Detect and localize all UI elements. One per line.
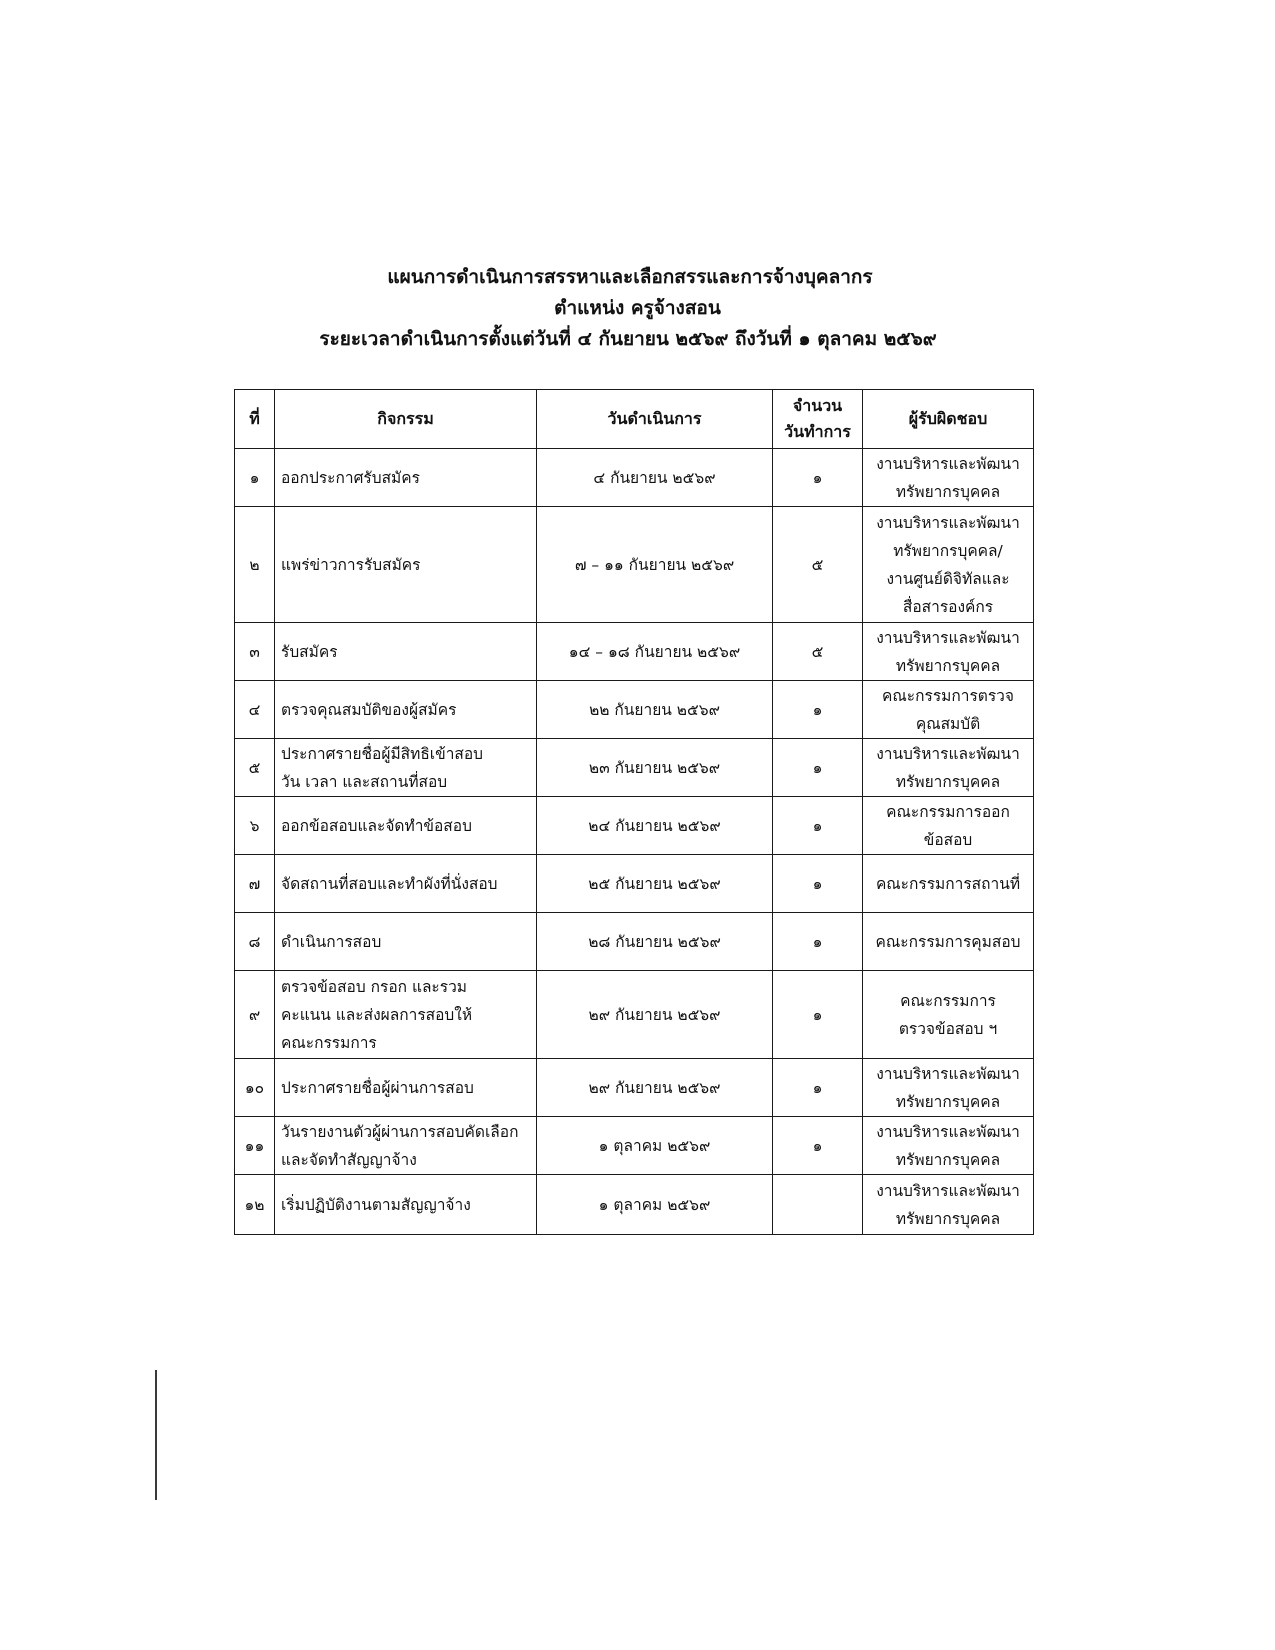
row-date: ๒๕ กันยายน ๒๕๖๙ <box>537 855 773 913</box>
row-date: ๒๔ กันยายน ๒๕๖๙ <box>537 797 773 855</box>
row-no: ๗ <box>235 855 275 913</box>
table-header-row <box>235 390 1034 449</box>
row-responsible: งานบริหารและพัฒนา ทรัพยากรบุคคล <box>863 1175 1034 1235</box>
row-responsible: คณะกรรมการสถานที่ <box>863 855 1034 913</box>
row-responsible: งานบริหารและพัฒนา ทรัพยากรบุคคล <box>863 449 1034 507</box>
row-activity: รับสมัคร <box>275 623 537 681</box>
header-responsible: ผู้รับผิดชอบ <box>863 390 1034 449</box>
document-header <box>0 262 1275 355</box>
row-no: ๕ <box>235 739 275 797</box>
row-days: ๑ <box>773 449 863 507</box>
schedule-table <box>234 389 1034 1235</box>
row-responsible: คณะกรรมการ ตรวจข้อสอบ ฯ <box>863 971 1034 1059</box>
row-days: ๑ <box>773 797 863 855</box>
table-row <box>235 449 1034 507</box>
row-responsible: คณะกรรมการคุมสอบ <box>863 913 1034 971</box>
row-activity: แพร่ข่าวการรับสมัคร <box>275 507 537 623</box>
row-days <box>773 1175 863 1235</box>
row-days: ๕ <box>773 623 863 681</box>
row-no: ๑๐ <box>235 1059 275 1117</box>
row-days: ๑ <box>773 913 863 971</box>
table-row <box>235 1059 1034 1117</box>
row-no: ๒ <box>235 507 275 623</box>
table-row <box>235 507 1034 623</box>
table-row <box>235 1117 1034 1175</box>
row-activity: ดำเนินการสอบ <box>275 913 537 971</box>
row-activity: ตรวจข้อสอบ กรอก และรวม คะแนน และส่งผลการสอบให้ คณะกรรมการ <box>275 971 537 1059</box>
row-no: ๔ <box>235 681 275 739</box>
header-activity: กิจกรรม <box>275 390 537 449</box>
table-body <box>235 449 1034 1235</box>
header-no: ที่ <box>235 390 275 449</box>
row-responsible: งานบริหารและพัฒนา ทรัพยากรบุคคล <box>863 1117 1034 1175</box>
table-header <box>235 390 1034 449</box>
row-no: ๑๑ <box>235 1117 275 1175</box>
position-line: ตำแหน่ง ครูจ้างสอน <box>554 297 721 319</box>
row-responsible: งานบริหารและพัฒนา ทรัพยากรบุคคล <box>863 739 1034 797</box>
row-date: ๒๒ กันยายน ๒๕๖๙ <box>537 681 773 739</box>
header-date: วันดำเนินการ <box>537 390 773 449</box>
row-date: ๒๘ กันยายน ๒๕๖๙ <box>537 913 773 971</box>
table-row <box>235 1175 1034 1235</box>
row-no: ๘ <box>235 913 275 971</box>
row-days: ๑ <box>773 681 863 739</box>
row-no: ๖ <box>235 797 275 855</box>
table-row <box>235 971 1034 1059</box>
row-date: ๔ กันยายน ๒๕๖๙ <box>537 449 773 507</box>
row-date: ๑ ตุลาคม ๒๕๖๙ <box>537 1175 773 1235</box>
scan-edge-mark <box>155 1370 157 1500</box>
row-activity: จัดสถานที่สอบและทำผังที่นั่งสอบ <box>275 855 537 913</box>
row-responsible: งานบริหารและพัฒนา ทรัพยากรบุคคล <box>863 1059 1034 1117</box>
row-responsible: คณะกรรมการออก ข้อสอบ <box>863 797 1034 855</box>
row-responsible: คณะกรรมการตรวจ คุณสมบัติ <box>863 681 1034 739</box>
row-days: ๑ <box>773 971 863 1059</box>
period-line: ระยะเวลาดำเนินการตั้งแต่วันที่ ๔ กันยายน ๒๕๖๙ ถึงวันที่ ๑ ตุลาคม ๒๕๖๙ <box>319 328 937 350</box>
row-date: ๒๓ กันยายน ๒๕๖๙ <box>537 739 773 797</box>
row-date: ๗ – ๑๑ กันยายน ๒๕๖๙ <box>537 507 773 623</box>
table-row <box>235 623 1034 681</box>
row-activity: ออกประกาศรับสมัคร <box>275 449 537 507</box>
row-responsible: งานบริหารและพัฒนา ทรัพยากรบุคคล/ งานศูนย์ดิจิทัลและ สื่อสารองค์กร <box>863 507 1034 623</box>
row-activity: ออกข้อสอบและจัดทำข้อสอบ <box>275 797 537 855</box>
table-row <box>235 739 1034 797</box>
row-days: ๑ <box>773 855 863 913</box>
row-days: ๑ <box>773 1117 863 1175</box>
row-no: ๙ <box>235 971 275 1059</box>
row-activity: เริ่มปฏิบัติงานตามสัญญาจ้าง <box>275 1175 537 1235</box>
row-no: ๑๒ <box>235 1175 275 1235</box>
row-date: ๒๙ กันยายน ๒๕๖๙ <box>537 1059 773 1117</box>
row-no: ๑ <box>235 449 275 507</box>
row-date: ๑๔ – ๑๘ กันยายน ๒๕๖๙ <box>537 623 773 681</box>
row-days: ๑ <box>773 1059 863 1117</box>
row-activity: วันรายงานตัวผู้ผ่านการสอบคัดเลือก และจัดทำสัญญาจ้าง <box>275 1117 537 1175</box>
row-date: ๑ ตุลาคม ๒๕๖๙ <box>537 1117 773 1175</box>
header-days: จำนวน วันทำการ <box>773 390 863 449</box>
document-title: แผนการดำเนินการสรรหาและเลือกสรรและการจ้างบุคลากร <box>387 266 873 288</box>
row-activity: ประกาศรายชื่อผู้ผ่านการสอบ <box>275 1059 537 1117</box>
row-responsible: งานบริหารและพัฒนา ทรัพยากรบุคคล <box>863 623 1034 681</box>
row-activity: ประกาศรายชื่อผู้มีสิทธิเข้าสอบ วัน เวลา และสถานที่สอบ <box>275 739 537 797</box>
table-row <box>235 797 1034 855</box>
row-days: ๑ <box>773 739 863 797</box>
row-activity: ตรวจคุณสมบัติของผู้สมัคร <box>275 681 537 739</box>
row-no: ๓ <box>235 623 275 681</box>
table-row <box>235 913 1034 971</box>
row-date: ๒๙ กันยายน ๒๕๖๙ <box>537 971 773 1059</box>
row-days: ๕ <box>773 507 863 623</box>
table-row <box>235 855 1034 913</box>
table-row <box>235 681 1034 739</box>
